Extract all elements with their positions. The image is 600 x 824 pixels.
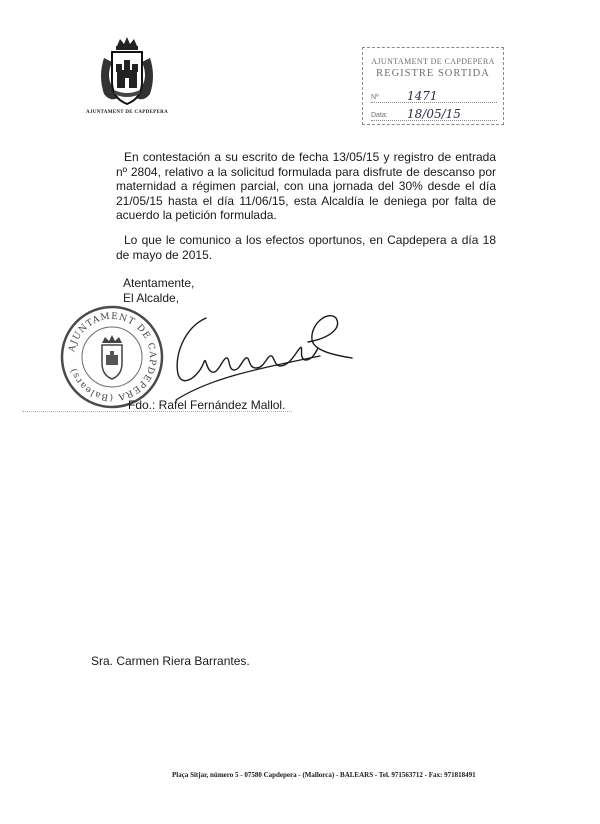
stamp-institution: AJUNTAMENT DE CAPDEPERA <box>371 57 495 66</box>
handwritten-signature <box>170 308 360 404</box>
signer-title: El Alcalde, <box>123 290 180 305</box>
closing-salutation: Atentamente, <box>123 276 195 290</box>
stamp-number-field <box>371 88 497 103</box>
seal-lettering: AJUNTAMENT DE CAPDEPERA (Balears) <box>67 311 158 403</box>
stamp-number-value: 1471 <box>407 89 438 103</box>
page-footer-address: Plaça Sitjar, número 5 - 07580 Capdepera - (Mallorca) - BALEARS - Tel. 971563712 - Fax: 971818491 <box>172 771 476 779</box>
letter-paragraph-2: Lo que le comunico a los efectos oportunos, en Capdepera a día 18 de mayo de 2015. <box>116 233 496 262</box>
signer-name: Fdo.: Rafel Fernández Mallol. <box>128 398 286 412</box>
coat-of-arms-icon <box>96 36 158 108</box>
letter-paragraph-1: En contestación a su escrito de fecha 13/05/15 y registro de entrada nº 2804, relativo a la solicitud formulada para disfrute de descanso por maternidad a régimen parcial, con una jornada del 30% desde el día 21/05/15 hasta el día 11/06/15, esta Alcaldía le deniega por falta de acuerdo la petición formulada. <box>116 150 496 223</box>
stamp-date-label: Data: <box>371 112 388 119</box>
stamp-date-value: 18/05/15 <box>407 107 461 121</box>
stamp-title: REGISTRE SORTIDA <box>376 68 490 79</box>
stamp-date-field <box>371 106 497 121</box>
municipal-letterhead <box>86 36 168 115</box>
stamp-number-label: Nº <box>371 94 379 101</box>
registry-exit-stamp <box>362 47 504 125</box>
letterhead-caption: AJUNTAMENT DE CAPDEPERA <box>86 110 168 115</box>
recipient-name: Sra. Carmen Riera Barrantes. <box>91 654 250 668</box>
letter-closing-block <box>123 276 194 305</box>
official-seal-icon <box>58 303 166 411</box>
